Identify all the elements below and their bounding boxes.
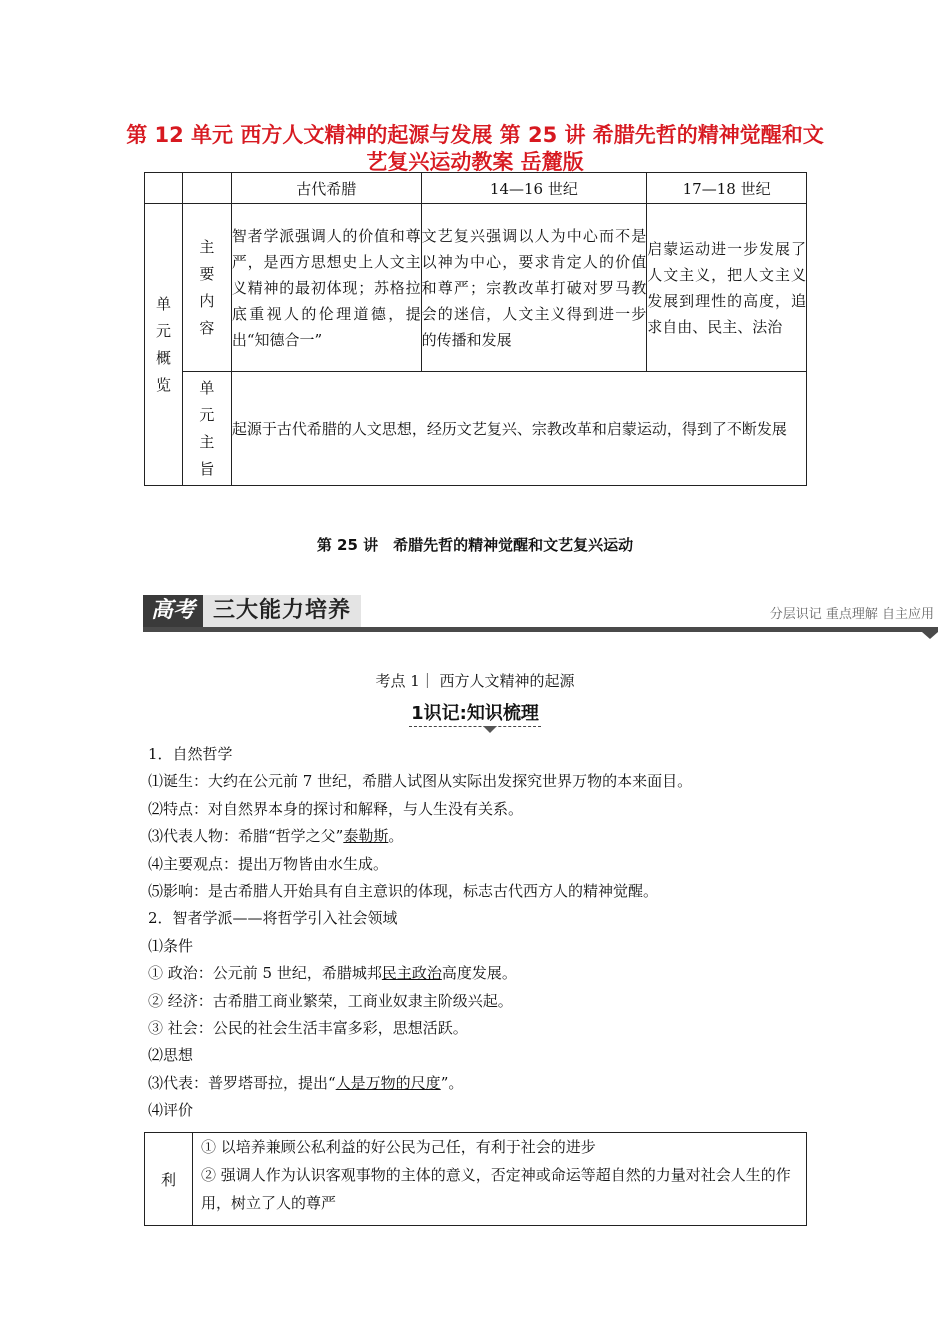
header-14-16-century: 14—16 世纪 <box>421 173 647 204</box>
content-line: 1．自然哲学 <box>148 745 233 763</box>
row-label-unit-theme-text: 单元主旨 <box>199 378 215 478</box>
content-line: ⑵特点：对自然界本身的探讨和解释，与人生没有关系。 <box>148 799 524 818</box>
banner-gaokao: 高考 <box>143 595 203 627</box>
content-line: 2．智者学派——将哲学引入社会领域 <box>148 909 398 928</box>
banner-right-text: 分层识记 重点理解 自主应用 <box>769 607 934 622</box>
unit-overview-table <box>144 172 807 486</box>
underline-measure: 人是万物的尺度 <box>335 1073 441 1092</box>
knowledge-content <box>148 741 808 1124</box>
banner-abilities: 三大能力培养 <box>203 595 361 627</box>
content-line-text: ① 政治：公元前 5 世纪，希腊城邦 <box>148 964 382 983</box>
eval-text <box>193 1133 807 1226</box>
evaluation-table <box>144 1132 807 1226</box>
lecture-title: 第 25 讲 希腊先哲的精神觉醒和文艺复兴运动 <box>316 536 634 554</box>
row-label-main-content-text: 主要内容 <box>199 237 215 337</box>
cell-renaissance: 文艺复兴强调以人为中心而不是以神为中心，要求肯定人的价值和尊严；宗教改革打破对罗马教会的迷信，人文主义得到进一步的传播和发展 <box>421 204 647 372</box>
knowledge-heading-text: 1识记:知识梳理 <box>409 699 541 727</box>
header-empty-1 <box>145 173 183 204</box>
header-empty-2 <box>182 173 231 204</box>
content-line: ③ 社会：公民的社会生活丰富多彩，思想活跃。 <box>148 1018 468 1037</box>
side-label-unit-overview <box>145 204 183 486</box>
eval-label: 利 <box>145 1133 193 1226</box>
cell-ancient-greece: 智者学派强调人的价值和尊严，是西方思想史上人文主义精神的最初体现；苏格拉底重视人的伦理道德，提出“知德合一” <box>231 204 421 372</box>
banner-triangle-icon <box>922 632 938 639</box>
content-line-text: ⑶代表：普罗塔哥拉，提出“ <box>148 1073 336 1092</box>
banner-bar <box>143 627 938 632</box>
banner-left <box>143 595 361 627</box>
eval-line: ① 以培养兼顾公私利益的好公民为己任，有利于社会的进步 <box>201 1138 596 1156</box>
side-label-text: 单元概览 <box>155 294 171 394</box>
content-line-text: ⑶代表人物：希腊“哲学之父” <box>148 827 344 846</box>
header-17-18-century: 17—18 世纪 <box>647 173 807 204</box>
content-line: ⑴条件 <box>148 936 194 955</box>
content-line: ⑷主要观点：提出万物皆由水生成。 <box>148 854 389 873</box>
underline-thales: 泰勒斯 <box>343 827 389 846</box>
row-label-main-content <box>182 204 231 372</box>
eval-line: ② 强调人作为认识客观事物的主体的意义，否定神或命运等超自然的力量对社会人生的作用，树立了人的尊严 <box>201 1166 791 1212</box>
content-line <box>148 823 808 850</box>
content-line: ② 经济：古希腊工商业繁荣，工商业奴隶主阶级兴起。 <box>148 991 513 1010</box>
content-line: ⑵思想 <box>148 1046 194 1065</box>
underline-democracy: 民主政治 <box>381 964 442 983</box>
content-line: ⑷评价 <box>148 1101 194 1120</box>
knowledge-heading <box>0 699 950 727</box>
cell-enlightenment: 启蒙运动进一步发展了人文主义，把人文主义发展到理性的高度，追求自由、民主、法治 <box>647 204 807 372</box>
kaodian-heading: 考点 1｜ 西方人文精神的起源 <box>375 672 575 690</box>
line-end: 。 <box>388 827 404 846</box>
line-end: 高度发展。 <box>441 964 517 983</box>
document-title: 第 12 单元 西方人文精神的起源与发展 第 25 讲 希腊先哲的精神觉醒和文艺复兴运动教案 岳麓版 <box>126 123 824 174</box>
content-line: ⑸影响：是古希腊人开始具有自主意识的体现，标志古代西方人的精神觉醒。 <box>148 881 659 900</box>
cell-unit-theme: 起源于古代希腊的人文思想，经历文艺复兴、宗教改革和启蒙运动，得到了不断发展 <box>231 372 806 486</box>
row-label-unit-theme <box>182 372 231 486</box>
header-ancient-greece: 古代希腊 <box>231 173 421 204</box>
line-end: ”。 <box>440 1073 464 1092</box>
content-line: ⑴诞生：大约在公元前 7 世纪，希腊人试图从实际出发探究世界万物的本来面目。 <box>148 772 693 791</box>
heading-arrow-icon <box>483 726 497 733</box>
content-line <box>148 1070 808 1097</box>
content-line <box>148 960 808 987</box>
section-banner <box>143 595 938 635</box>
